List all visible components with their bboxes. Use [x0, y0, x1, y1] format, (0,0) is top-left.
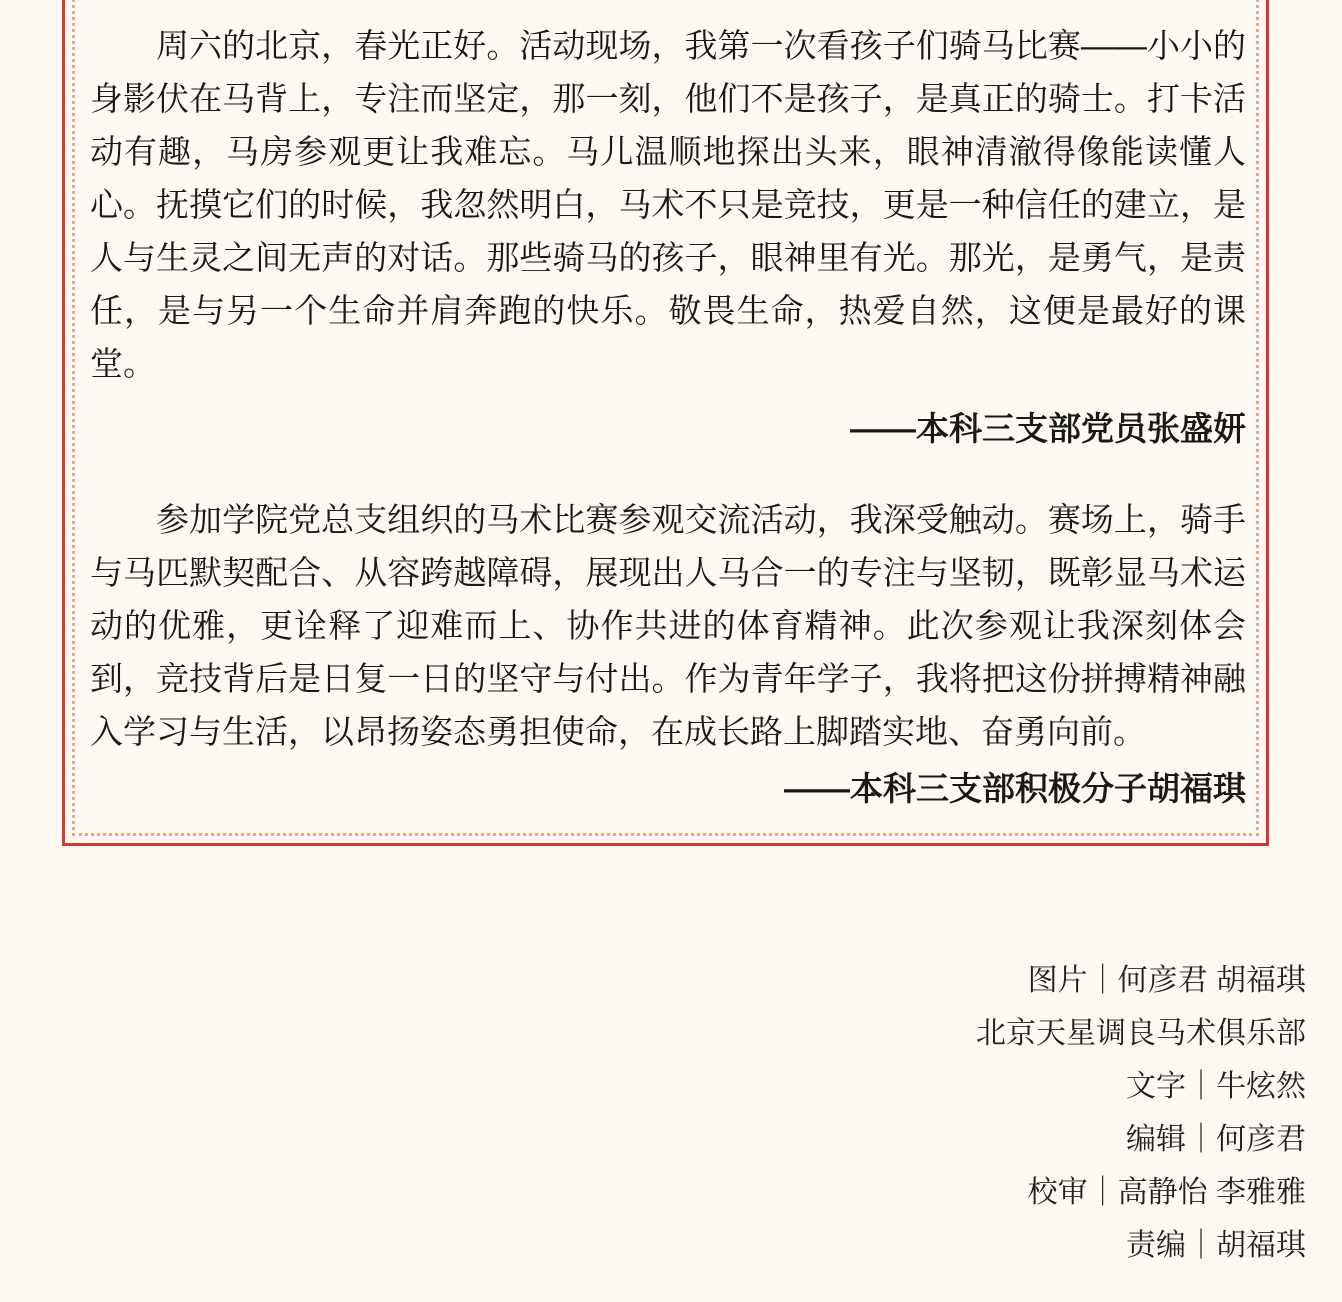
credit-editor: 编辑｜何彦君 [1126, 1123, 1306, 1156]
credit-chief-editor: 责编｜胡福琪 [1126, 1229, 1306, 1262]
testimonial-paragraph-1: 周六的北京，春光正好。活动现场，我第一次看孩子们骑马比赛——小小的身影伏在马背上，专注而坚定，那一刻，他们不是孩子，是真正的骑士。打卡活动有趣，马房参观更让我难忘。马儿温顺地探出头来，眼神清澈得像能读懂人心。抚摸它们的时候，我忽然明白，马术不只是竞技，更是一种信任的建立，是人与生灵之间无声的对话。那些骑马的孩子，眼神里有光。那光，是勇气，是责任，是与另一个生命并肩奔跑的快乐。敬畏生命，热爱自然，这便是最好的课堂。 [90, 27, 1246, 382]
credit-photos: 图片｜何彦君 胡福琪 [1027, 964, 1306, 997]
credit-proofreaders: 校审｜高静怡 李雅雅 [1027, 1176, 1306, 1209]
testimonial-attribution-2: ——本科三支部积极分子胡福琪 [784, 770, 1246, 807]
testimonial-attribution-1: ——本科三支部党员张盛妍 [850, 410, 1246, 447]
article-credits [976, 954, 1306, 1272]
credit-text: 文字｜牛炫然 [1126, 1070, 1306, 1103]
testimonial-paragraph-2: 参加学院党总支组织的马术比赛参观交流活动，我深受触动。赛场上，骑手与马匹默契配合、从容跨越障碍，展现出人马合一的专注与坚韧，既彰显马术运动的优雅，更诠释了迎难而上、协作共进的体育精神。此次参观让我深刻体会到，竞技背后是日复一日的坚守与付出。作为青年学子，我将把这份拼搏精神融入学习与生活，以昂扬姿态勇担使命，在成长路上脚踏实地、奋勇向前。 [90, 501, 1246, 750]
quote-box-dotted-frame [72, 0, 1259, 836]
testimonial-quote-box [62, 0, 1269, 846]
credit-photos-club: 北京天星调良马术俱乐部 [976, 1017, 1306, 1050]
